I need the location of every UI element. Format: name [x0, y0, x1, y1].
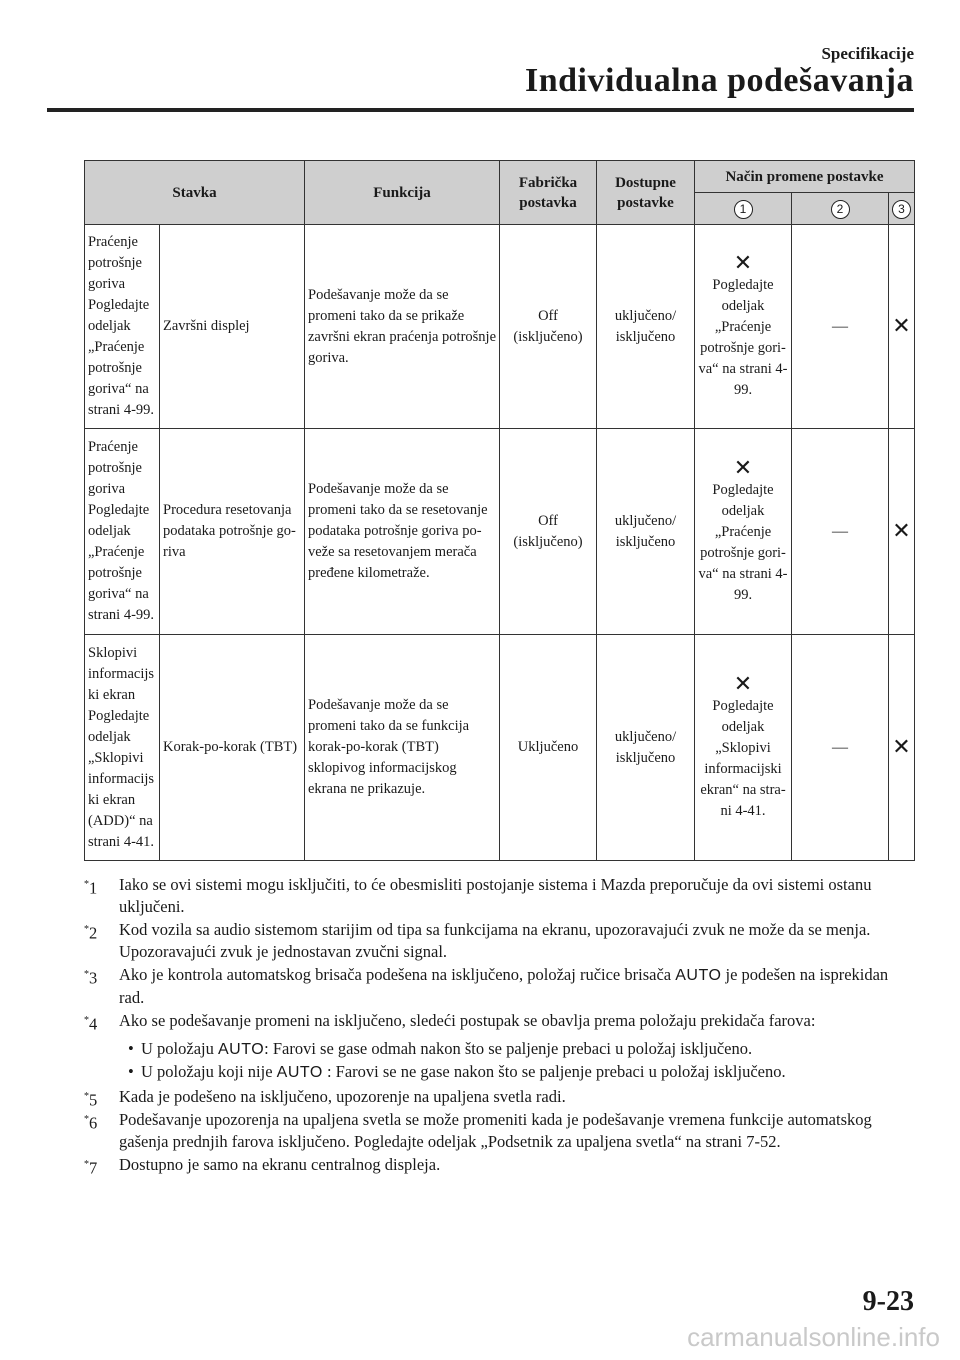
- section-label: Specifikacije: [821, 44, 914, 63]
- row-stavka: Praćenje potrošnje goriva Pogledajte odeljak „Praćenje potrošnje goriva“ na strani 4-99.: [85, 429, 160, 635]
- footnote-text: Iako se ovi sistemi mogu isključiti, to će obesmisliti postojanje sistema i Mazda preporučuje da ovi sistemi ostanu uključeni.: [119, 875, 872, 916]
- header-method-3: [889, 193, 915, 225]
- bullet-item: [84, 1038, 914, 1061]
- cross-mark-icon: ✕: [733, 455, 753, 481]
- footnote-text: Ako je kontrola automatskog brisača podešena na isključeno, položaj ručice brisača: [119, 965, 672, 984]
- method-reference: Pogledajte odeljak „Praćenje potrošnje gori-va“ na strani 4-99.: [698, 481, 788, 603]
- footnote-label: *4: [84, 1014, 98, 1034]
- row-opis: Podešavanje može da se promeni tako da se prikaže završni ekran praćenja potrošnje goriva.: [305, 225, 500, 429]
- header-method-1: [695, 193, 792, 225]
- footnote: [84, 1109, 914, 1153]
- row-fabricka: Off (isključeno): [500, 429, 597, 635]
- bullet-icon: •: [128, 1062, 134, 1081]
- row-method-2: [792, 429, 889, 635]
- cross-mark-icon: ✕: [733, 671, 753, 697]
- row-method-3: [889, 429, 915, 635]
- row-method-3: [889, 635, 915, 861]
- bullet-icon: •: [128, 1039, 134, 1058]
- settings-table: [84, 160, 915, 861]
- cross-mark-icon: ✕: [892, 518, 911, 544]
- cross-mark-icon: ✕: [733, 250, 753, 276]
- footnote-text: Dostupno je samo na ekranu centralnog displeja.: [119, 1155, 441, 1174]
- row-dostupne: uključeno/ isključeno: [597, 635, 695, 861]
- row-funkcija: Završni displej: [160, 225, 305, 429]
- header-funkcija: Funkcija: [305, 161, 500, 225]
- not-available-dash: —: [832, 317, 848, 335]
- row-method-2: [792, 635, 889, 861]
- row-method-1: [695, 225, 792, 429]
- header-nacin: Način promene postavke: [695, 161, 915, 193]
- footnote-text: Podešavanje upozorenja na upaljena svetla se može promeniti kada je podešavanje vremena funkcije automatskog gašenja prednjih farova isključeno. Pogledajte odeljak „Podsetnik za upaljena svetla“ na strani 7-52.: [119, 1110, 872, 1151]
- row-opis: Podešavanje može da se promeni tako da se funkcija korak-po-korak (TBT) sklopivog informacijskog ekrana ne prikazuje.: [305, 635, 500, 861]
- footnote-label: *5: [84, 1090, 98, 1110]
- footnote-text: Ako se podešavanje promeni na isključeno, sledeći postupak se obavlja prema položaju prekidača farova:: [119, 1011, 816, 1030]
- row-method-1: [695, 635, 792, 861]
- row-funkcija: Korak-po-korak (TBT): [160, 635, 305, 861]
- footnote: [84, 874, 914, 918]
- footnote-label: *2: [84, 923, 98, 943]
- footnote: [84, 1086, 914, 1108]
- method-reference: Pogledajte odeljak „Sklopivi informacijski ekran“ na stra-ni 4-41.: [700, 697, 786, 819]
- number-2-icon: 2: [831, 200, 850, 219]
- footnote-text: je podešen na isprekidan rad.: [119, 965, 889, 1007]
- header-method-2: [792, 193, 889, 225]
- header-fabricka: Fabrička postavka: [500, 161, 597, 225]
- auto-switch-symbol: AUTO: [217, 1041, 265, 1058]
- table-row: [85, 635, 915, 861]
- table-row: [85, 429, 915, 635]
- auto-switch-symbol: AUTO: [276, 1064, 323, 1081]
- header-divider: [47, 108, 914, 112]
- page-number: 9-23: [862, 1286, 914, 1317]
- footnote-text: Kod vozila sa audio sistemom starijim od tipa sa funkcijama na ekranu, upozoravajući zvuk ne može da se menja. Upozoravajući zvuk je jednostavan zvučni signal.: [119, 920, 871, 961]
- bullet-text: : Farovi se gase odmah nakon što se paljenje prebaci u položaj isključeno.: [264, 1039, 753, 1058]
- row-funkcija: Procedura resetovanja podataka potrošnje go-riva: [160, 429, 305, 635]
- number-1-icon: 1: [734, 200, 753, 219]
- footnote-label: *6: [84, 1113, 98, 1133]
- footnote: [84, 919, 914, 963]
- header-stavka: Stavka: [85, 161, 305, 225]
- footnote: [84, 964, 914, 1009]
- footnote: [84, 1154, 914, 1176]
- row-method-1: [695, 429, 792, 635]
- page-title: Individualna podešavanja: [525, 62, 914, 99]
- footnote-text: Kada je podešeno na isključeno, upozorenje na upaljena svetla radi.: [119, 1087, 566, 1106]
- header-dostupne: Dostupne postavke: [597, 161, 695, 225]
- row-method-2: [792, 225, 889, 429]
- method-reference: Pogledajte odeljak „Praćenje potrošnje gori-va“ na strani 4-99.: [698, 276, 788, 398]
- footnote-label: *3: [84, 968, 98, 988]
- row-dostupne: uključeno/ isključeno: [597, 429, 695, 635]
- bullet-text: : Farovi se ne gase nakon što se paljenje prebaci u položaj isključeno.: [326, 1062, 786, 1081]
- cross-mark-icon: ✕: [892, 734, 911, 760]
- row-dostupne: uključeno/ isključeno: [597, 225, 695, 429]
- row-fabricka: Off (isključeno): [500, 225, 597, 429]
- watermark: carmanualsonline.info: [687, 1322, 940, 1352]
- footnote-label: *1: [84, 878, 98, 898]
- footnote: [84, 1010, 914, 1032]
- bullet-item: [84, 1061, 914, 1084]
- bullet-text: U položaju: [141, 1039, 214, 1058]
- table-row: [85, 225, 915, 429]
- row-stavka: Sklopivi informacijs ki ekran Pogledajte odeljak „Sklopivi informacijs ki ekran (ADD)“ na strani 4-41.: [85, 635, 160, 861]
- auto-switch-symbol: AUTO: [675, 967, 722, 984]
- cross-mark-icon: ✕: [892, 313, 911, 339]
- footnote-label: *7: [84, 1158, 98, 1178]
- not-available-dash: —: [832, 738, 848, 756]
- number-3-icon: 3: [892, 200, 911, 219]
- row-stavka: Praćenje potrošnje goriva Pogledajte odeljak „Praćenje potrošnje goriva“ na strani 4-99.: [85, 225, 160, 429]
- row-fabricka: Uključeno: [500, 635, 597, 861]
- footnotes: [84, 874, 914, 1177]
- bullet-text: U položaju koji nije: [141, 1062, 273, 1081]
- not-available-dash: —: [832, 522, 848, 540]
- row-method-3: [889, 225, 915, 429]
- row-opis: Podešavanje može da se promeni tako da se resetovanje podataka potrošnje goriva po-veže sa resetovanjem merača pređene kilometraže.: [305, 429, 500, 635]
